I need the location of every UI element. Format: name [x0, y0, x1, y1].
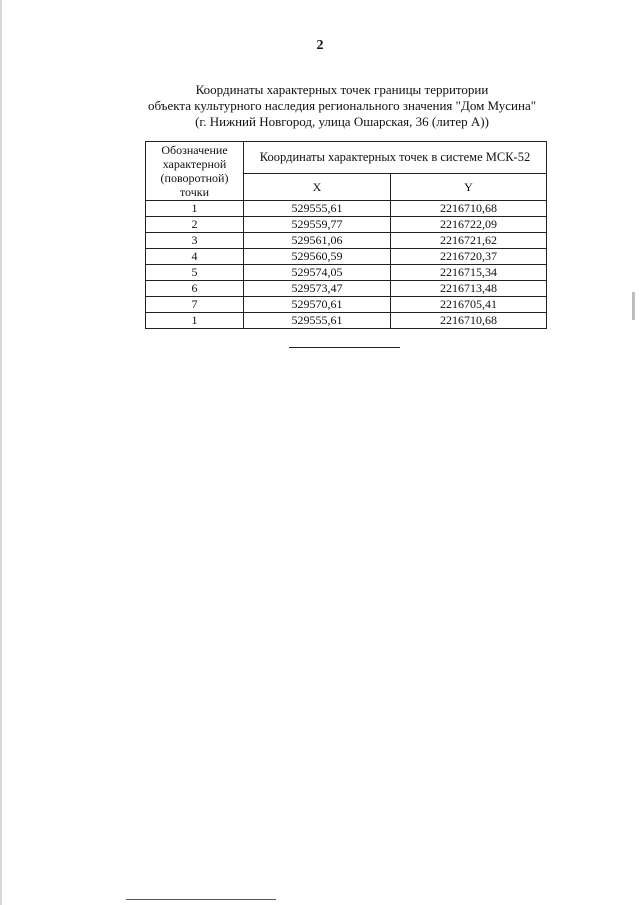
header-x: X [244, 173, 391, 200]
cell-y: 2216705,41 [391, 297, 547, 313]
cell-point: 2 [146, 217, 244, 233]
cell-point: 6 [146, 281, 244, 297]
cell-y: 2216715,34 [391, 265, 547, 281]
cell-point: 3 [146, 233, 244, 249]
cell-point: 4 [146, 249, 244, 265]
cell-x: 529573,47 [244, 281, 391, 297]
scan-edge [0, 0, 2, 905]
header-coordinate-system: Координаты характерных точек в системе МСК-52 [244, 142, 547, 174]
table-row [146, 265, 547, 281]
header-y: Y [391, 173, 547, 200]
cell-y: 2216713,48 [391, 281, 547, 297]
document-title [0, 82, 640, 130]
cell-y: 2216720,37 [391, 249, 547, 265]
closing-rule [289, 347, 400, 348]
table-row [146, 201, 547, 217]
cell-x: 529555,61 [244, 201, 391, 217]
table-row [146, 313, 547, 329]
table-row [146, 297, 547, 313]
cell-point: 7 [146, 297, 244, 313]
cell-point: 5 [146, 265, 244, 281]
cell-y: 2216721,62 [391, 233, 547, 249]
coordinates-table [145, 141, 547, 329]
cell-x: 529570,61 [244, 297, 391, 313]
cell-x: 529555,61 [244, 313, 391, 329]
cell-x: 529559,77 [244, 217, 391, 233]
page-number: 2 [316, 38, 324, 53]
cell-y: 2216710,68 [391, 201, 547, 217]
title-line-1: Координаты характерных точек границы территории [195, 82, 489, 97]
table-row [146, 249, 547, 265]
table-row [146, 217, 547, 233]
table-row [146, 281, 547, 297]
cell-y: 2216710,68 [391, 313, 547, 329]
title-line-3: (г. Нижний Новгород, улица Ошарская, 36 (литер А)) [195, 114, 489, 129]
table-row [146, 233, 547, 249]
cell-x: 529561,06 [244, 233, 391, 249]
cell-x: 529560,59 [244, 249, 391, 265]
table-header-row [146, 142, 547, 174]
cell-point: 1 [146, 313, 244, 329]
title-line-2: объекта культурного наследия регионального значения "Дом Мусина" [147, 98, 537, 113]
cell-y: 2216722,09 [391, 217, 547, 233]
header-point-designation: Обозначение характерной (поворотной) точки [146, 142, 244, 201]
scan-artifact-line [126, 899, 276, 900]
cell-point: 1 [146, 201, 244, 217]
cell-x: 529574,05 [244, 265, 391, 281]
scan-mark [632, 292, 635, 320]
